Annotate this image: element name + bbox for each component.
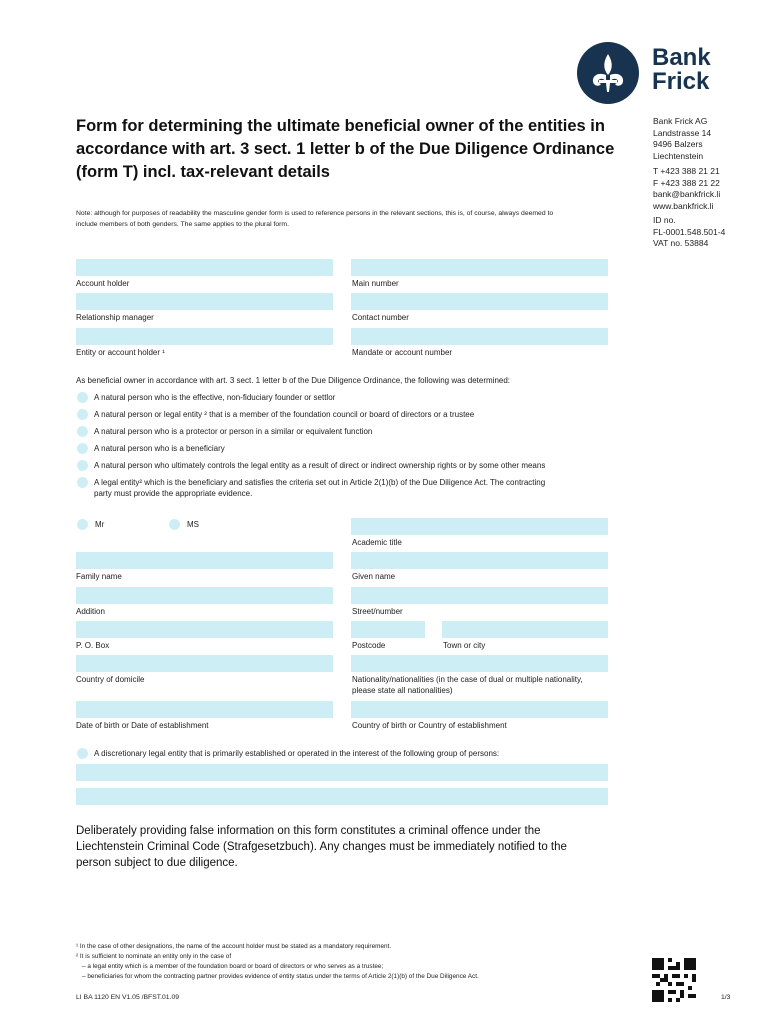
- main-number-label: Main number: [352, 279, 399, 288]
- vat-number: VAT no. 53884: [653, 238, 709, 248]
- option-legal-entity-label: A legal entity² which is the beneficiary and satisfies the criteria set out in Article 2(1)(b) of the Due Diligence Act. The contracting: [94, 478, 546, 487]
- option-founder-radio[interactable]: [77, 392, 88, 403]
- addition-label: Addition: [76, 607, 105, 616]
- account-holder-label: Account holder: [76, 279, 130, 288]
- logo-line-1: Bank: [652, 44, 711, 71]
- persons-group-field-2[interactable]: [76, 788, 608, 805]
- page-number: 1/3: [721, 994, 731, 1001]
- dob-label: Date of birth or Date of establishment: [76, 721, 209, 730]
- ms-label: MS: [187, 520, 199, 529]
- town-label: Town or city: [443, 641, 486, 650]
- postcode-label: Postcode: [352, 641, 386, 650]
- footnote-2: ² It is sufficient to nominate an entity only in the case of: [76, 953, 232, 960]
- country-birth-label: Country of birth or Country of establishment: [352, 721, 507, 730]
- option-beneficiary-label: A natural person who is a beneficiary: [94, 444, 225, 453]
- criminal-offence-warning: Deliberately providing false information on this form constitutes a criminal offence under the Liechtenstein Criminal Code (Strafgesetzbuch). Any changes must be immediately notified to the person subject to due diligence.: [76, 825, 567, 869]
- bank-contact: [653, 166, 720, 212]
- nationality-label: Nationality/nationalities (in the case of dual or multiple nationality,: [352, 675, 583, 684]
- option-council-label: A natural person or legal entity ² that is a member of the foundation council or board of directors or a trustee: [94, 410, 475, 419]
- entity-holder-label: Entity or account holder ¹: [76, 348, 165, 357]
- academic-title-label: Academic title: [352, 538, 402, 547]
- bank-logo-text: [652, 46, 711, 94]
- id-number: FL-0001.548.501-4: [653, 226, 726, 237]
- option-legal-entity-radio[interactable]: [77, 477, 88, 488]
- addition-field[interactable]: [76, 587, 333, 604]
- qr-code-icon: [652, 958, 696, 1002]
- fleur-de-lis-icon: [577, 42, 639, 104]
- country-domicile-label: Country of domicile: [76, 675, 145, 684]
- account-holder-field[interactable]: [76, 259, 333, 276]
- bank-address: [653, 116, 711, 162]
- nationality-label-cont: please state all nationalities): [352, 686, 453, 695]
- form-title: Form for determining the ultimate beneficial owner of the entities in accordance with art. 3 sect. 1 letter b of the Due Diligence Ordinance (form T) incl. tax-relevant details: [76, 117, 615, 181]
- option-protector-radio[interactable]: [77, 426, 88, 437]
- option-founder-label: A natural person who is the effective, non-fiduciary founder or settlor: [94, 393, 336, 402]
- beneficial-intro: As beneficial owner in accordance with art. 3 sect. 1 letter b of the Due Diligence Ordinance, the following was determined:: [76, 376, 511, 385]
- given-name-field[interactable]: [351, 552, 608, 569]
- academic-title-field[interactable]: [351, 518, 608, 535]
- entity-holder-field[interactable]: [76, 328, 333, 345]
- mr-label: Mr: [95, 520, 105, 529]
- id-label: ID no.: [653, 215, 676, 225]
- dob-field[interactable]: [76, 701, 333, 718]
- option-protector-label: A natural person who is a protector or person in a similar or equivalent function: [94, 427, 373, 436]
- discretionary-radio[interactable]: [77, 748, 88, 759]
- option-legal-entity-label-cont: party must provide the appropriate evidence.: [94, 489, 253, 498]
- relationship-manager-field[interactable]: [76, 293, 333, 310]
- postcode-field[interactable]: [351, 621, 425, 638]
- address-line: Liechtenstein: [653, 150, 704, 161]
- mr-radio[interactable]: [77, 519, 88, 530]
- persons-group-field-1[interactable]: [76, 764, 608, 781]
- po-box-label: P. O. Box: [76, 641, 110, 650]
- main-number-field[interactable]: [351, 259, 608, 276]
- gender-note: Note: although for purposes of readability the masculine gender form is used to reference persons in the relevant sections, this is, of course, always deemed to include members of both genders. The same applies to the plural form.: [76, 210, 554, 228]
- footnote-1: ¹ In the case of other designations, the name of the account holder must be stated as a mandatory requirement.: [76, 943, 392, 950]
- nationality-field[interactable]: [351, 655, 608, 672]
- address-line: Bank Frick AG: [653, 116, 708, 126]
- bank-ids: [653, 215, 725, 250]
- street-label: Street/number: [352, 607, 403, 616]
- country-domicile-field[interactable]: [76, 655, 333, 672]
- po-box-field[interactable]: [76, 621, 333, 638]
- email[interactable]: bank@bankfrick.li: [653, 189, 721, 199]
- family-name-label: Family name: [76, 572, 122, 581]
- bank-logo-emblem: [577, 42, 639, 104]
- option-controller-label: A natural person who ultimately controls the legal entity as a result of direct or indirect ownership rights or by some other means: [94, 461, 546, 470]
- ms-radio[interactable]: [169, 519, 180, 530]
- discretionary-label: A discretionary legal entity that is primarily established or operated in the interest of the following group of persons:: [94, 749, 500, 758]
- mandate-number-label: Mandate or account number: [352, 348, 453, 357]
- website[interactable]: www.bankfrick.li: [653, 200, 714, 211]
- given-name-label: Given name: [352, 572, 396, 581]
- address-line: Landstrasse 14: [653, 127, 712, 138]
- document-code: LI BA 1120 EN V1.05 /BFST.01.09: [76, 994, 180, 1001]
- option-beneficiary-radio[interactable]: [77, 443, 88, 454]
- contact-number-field[interactable]: [351, 293, 608, 310]
- logo-line-2: Frick: [652, 68, 710, 95]
- contact-number-label: Contact number: [352, 313, 409, 322]
- phone: T +423 388 21 21: [653, 166, 720, 176]
- town-field[interactable]: [442, 621, 608, 638]
- option-controller-radio[interactable]: [77, 460, 88, 471]
- fax: F +423 388 21 22: [653, 177, 720, 188]
- address-line: 9496 Balzers: [653, 139, 703, 149]
- footnote-2b: – beneficiaries for whom the contracting partner provides evidence of entity status under the terms of Article 2(1)(b) of the Due Diligence Act.: [82, 973, 479, 980]
- country-birth-field[interactable]: [351, 701, 608, 718]
- option-council-radio[interactable]: [77, 409, 88, 420]
- family-name-field[interactable]: [76, 552, 333, 569]
- footnote-2a: – a legal entity which is a member of the foundation board or board of directors or who serves as a trustee;: [82, 963, 384, 970]
- street-field[interactable]: [351, 587, 608, 604]
- relationship-manager-label: Relationship manager: [76, 313, 154, 322]
- mandate-number-field[interactable]: [351, 328, 608, 345]
